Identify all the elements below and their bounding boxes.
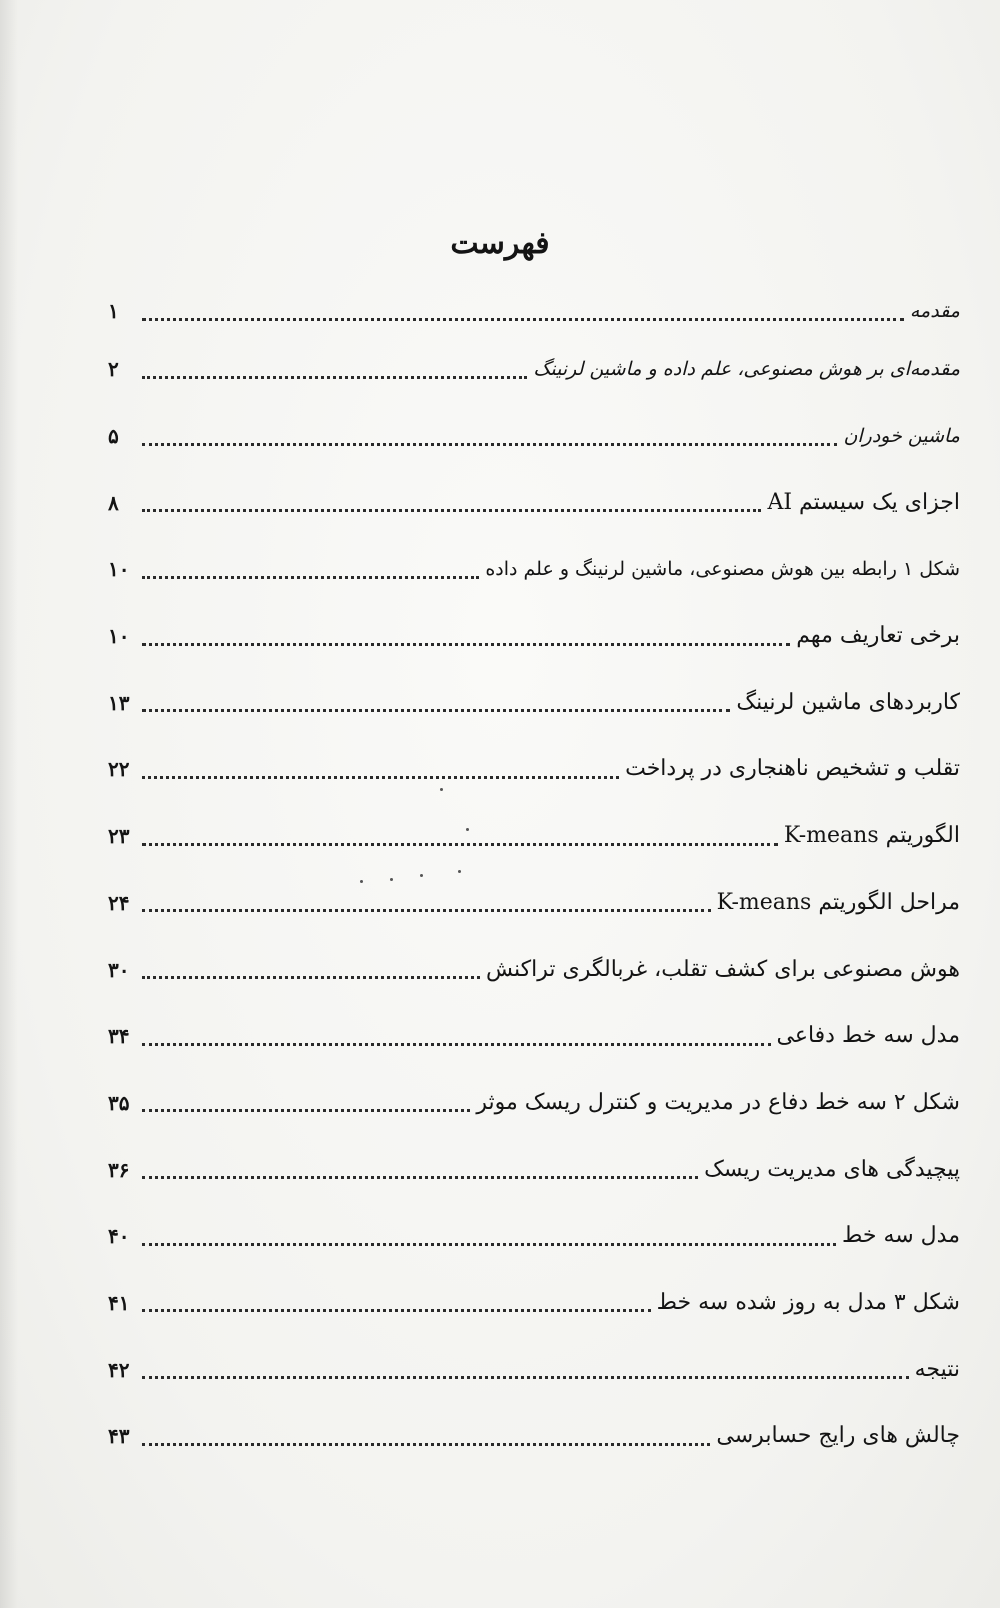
toc-row[interactable]	[108, 536, 960, 603]
page-title: فهرست	[450, 226, 550, 261]
toc-leader-dots	[142, 376, 527, 379]
toc-entry-label: شکل ۳ مدل به روز شده سه خط	[656, 1289, 960, 1315]
toc-row[interactable]	[108, 403, 960, 470]
scan-speck	[390, 878, 393, 881]
toc-page-number: ۱۳	[108, 690, 130, 715]
scan-speck	[420, 874, 423, 877]
toc-leader-dots	[142, 1176, 698, 1179]
toc-leader-dots	[142, 776, 619, 779]
toc-leader-dots	[142, 843, 778, 846]
toc-entry-label: مدل سه خط دفاعی	[776, 1023, 960, 1049]
toc-entry-label: الگوریتم K-means	[783, 823, 960, 849]
toc-page-number: ۵	[108, 424, 119, 449]
toc-entry-label: اجزای یک سیستم AI	[767, 489, 960, 515]
toc-leader-dots	[142, 1376, 909, 1379]
toc-leader-dots	[142, 1043, 771, 1046]
toc-entry-label: مراحل الگوریتم K-means	[716, 889, 960, 915]
toc-entry-label: پیچیدگی های مدیریت ریسک	[704, 1156, 960, 1182]
toc-row[interactable]	[108, 469, 960, 536]
toc-leader-dots	[142, 1309, 651, 1312]
toc-page-number: ۱۰	[108, 624, 130, 649]
toc-entry-label: مقدمه	[909, 299, 960, 322]
toc-leader-dots	[142, 1243, 836, 1246]
toc-row[interactable]	[108, 336, 960, 403]
toc-entry-label: چالش های رایج حسابرسی	[716, 1423, 960, 1449]
toc-page-number: ۴۱	[108, 1290, 130, 1315]
toc-leader-dots	[142, 643, 790, 646]
toc-leader-dots	[142, 576, 479, 579]
toc-leader-dots	[142, 1109, 470, 1112]
toc-entry-label: برخی تعاریف مهم	[796, 623, 960, 649]
toc-page-number: ۴۰	[108, 1224, 130, 1249]
toc-page-number: ۳۶	[108, 1157, 130, 1182]
toc-row[interactable]	[108, 286, 960, 336]
toc-leader-dots	[142, 443, 837, 446]
toc-row[interactable]	[108, 936, 960, 1003]
toc-entry-label: مدل سه خط	[841, 1223, 960, 1249]
toc-page-number: ۲۳	[108, 824, 130, 849]
toc-page-number: ۳۵	[108, 1090, 130, 1115]
toc-leader-dots	[142, 909, 711, 912]
toc-page-number: ۳۴	[108, 1024, 130, 1049]
toc-page-number: ۲۲	[108, 757, 130, 782]
toc-row[interactable]	[108, 1070, 960, 1137]
toc-page-number: ۴۲	[108, 1357, 130, 1382]
toc-page-number: ۳۰	[108, 957, 130, 982]
toc-page-number: ۸	[108, 490, 119, 515]
toc-row[interactable]	[108, 736, 960, 803]
scan-speck	[360, 880, 363, 883]
toc-leader-dots	[142, 976, 480, 979]
toc-row[interactable]	[108, 803, 960, 870]
scan-speck	[458, 870, 461, 873]
toc-leader-dots	[142, 1443, 710, 1446]
toc-row[interactable]	[108, 1270, 960, 1337]
toc-row[interactable]	[108, 870, 960, 937]
toc-page-number: ۱	[108, 299, 119, 323]
toc-page-number: ۲	[108, 357, 119, 382]
toc-row[interactable]	[108, 1203, 960, 1270]
toc-entry-label: شکل ۲ سه خط دفاع در مدیریت و کنترل ریسک موثر	[476, 1089, 960, 1115]
toc-entry-label: مقدمه‌ای بر هوش مصنوعی، علم داده و ماشین لرنینگ	[533, 357, 960, 380]
toc-entry-label: ماشین خودران	[843, 424, 960, 447]
toc-leader-dots	[142, 709, 730, 712]
toc-page-number: ۱۰	[108, 557, 130, 582]
toc-entry-label: نتیجه	[914, 1356, 960, 1382]
toc-row[interactable]	[108, 1003, 960, 1070]
toc-page-number: ۲۴	[108, 890, 130, 915]
toc-leader-dots	[142, 318, 904, 321]
toc-leader-dots	[142, 509, 761, 512]
toc-row[interactable]	[108, 603, 960, 670]
toc-entry-label: شکل ۱ رابطه بین هوش مصنوعی، ماشین لرنینگ و علم داده	[485, 557, 960, 580]
toc-row[interactable]	[108, 1336, 960, 1403]
toc-row[interactable]	[108, 1403, 960, 1470]
toc-entry-label: تقلب و تشخیص ناهنجاری در پرداخت	[625, 756, 960, 782]
toc-row[interactable]	[108, 669, 960, 736]
toc-page-number: ۴۳	[108, 1424, 130, 1449]
table-of-contents	[108, 286, 960, 1470]
scan-speck	[440, 788, 443, 791]
scan-speck	[466, 828, 469, 831]
toc-entry-label: هوش مصنوعی برای کشف تقلب، غربالگری تراکنش	[485, 956, 960, 982]
toc-entry-label: کاربردهای ماشین لرنینگ	[736, 689, 960, 715]
toc-row[interactable]	[108, 1136, 960, 1203]
